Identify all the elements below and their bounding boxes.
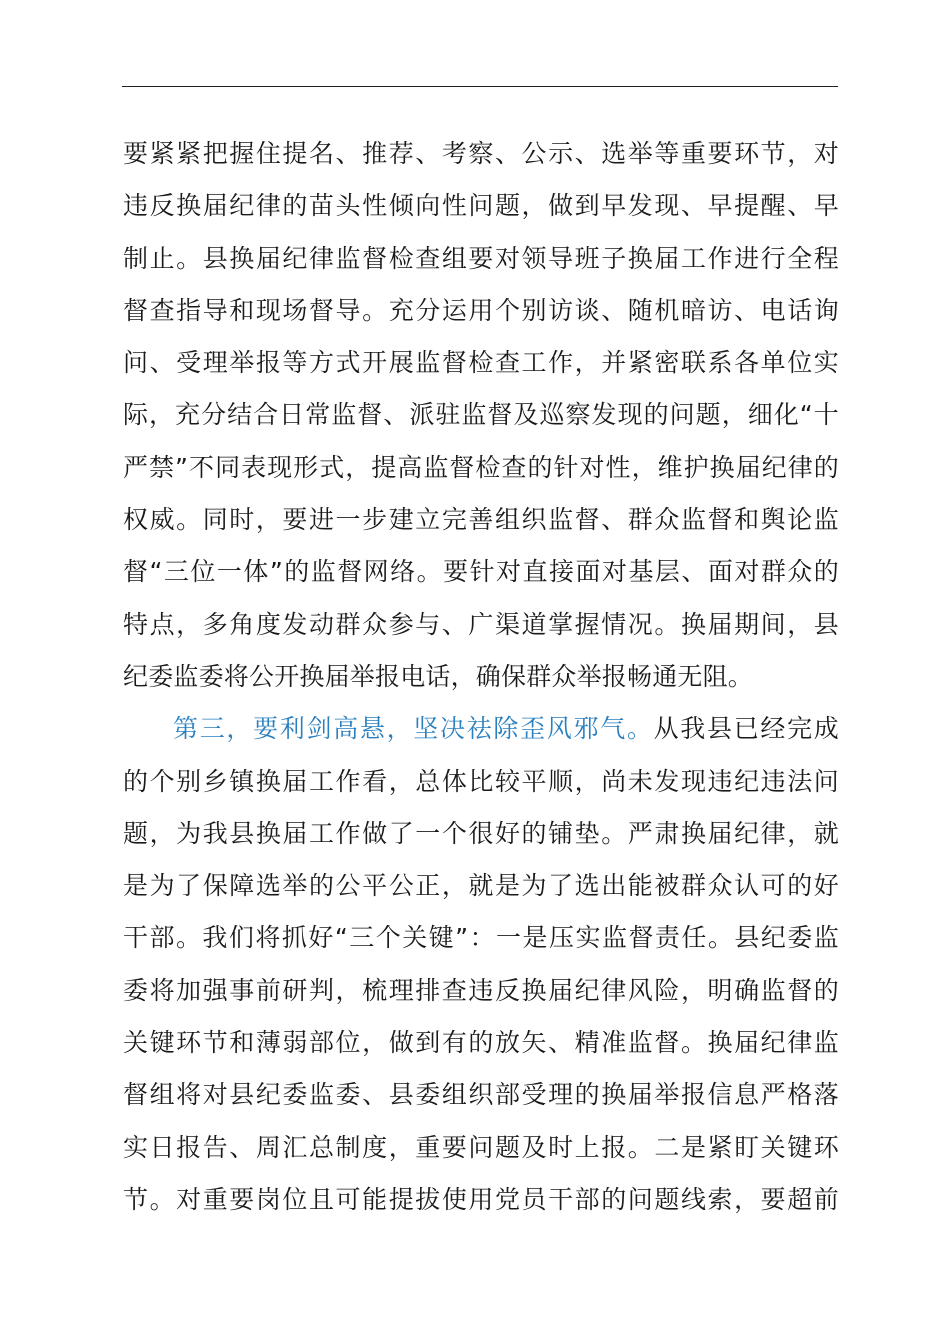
text-line: 实日报告、周汇总制度，重要问题及时上报。二是紧盯关键环 xyxy=(123,1132,839,1162)
section-heading: 第三，要利剑高悬，坚决祛除歪风邪气。 xyxy=(173,714,654,744)
text-line: 委将加强事前研判，梳理排查违反换届纪律风险，明确监督的 xyxy=(123,975,839,1005)
text-line: 际，充分结合日常监督、派驻监督及巡察发现的问题，细化“十 xyxy=(123,400,839,430)
text-line: 督组将对县纪委监委、县委组织部受理的换届举报信息严格落 xyxy=(123,1080,839,1110)
text-line: 是为了保障选举的公平公正，就是为了选出能被群众认可的好 xyxy=(123,871,839,901)
text-line: 干部。我们将抓好“三个关键”：一是压实监督责任。县纪委监 xyxy=(123,923,839,953)
text-line: 关键环节和薄弱部位，做到有的放矢、精准监督。换届纪律监 xyxy=(123,1028,839,1058)
text-line: 问、受理举报等方式开展监督检查工作，并紧密联系各单位实 xyxy=(123,348,839,378)
header-rule xyxy=(122,86,838,87)
section-heading-line xyxy=(123,703,839,755)
text-line: 的个别乡镇换届工作看，总体比较平顺，尚未发现违纪违法问 xyxy=(123,766,839,796)
body-text xyxy=(123,128,839,1226)
text-line: 督查指导和现场督导。充分运用个别访谈、随机暗访、电话询 xyxy=(123,295,839,325)
text-line: 特点，多角度发动群众参与、广渠道掌握情况。换届期间，县 xyxy=(123,609,839,639)
text-line: 节。对重要岗位且可能提拔使用党员干部的问题线索，要超前 xyxy=(123,1184,839,1214)
text-line: 严禁”不同表现形式，提高监督检查的针对性，维护换届纪律的 xyxy=(123,452,839,482)
text-line: 纪委监委将公开换届举报电话，确保群众举报畅通无阻。 xyxy=(123,661,754,691)
text-line: 督“三位一体”的监督网络。要针对直接面对基层、面对群众的 xyxy=(123,557,839,587)
text-line: 违反换届纪律的苗头性倾向性问题，做到早发现、早提醒、早 xyxy=(123,191,839,221)
text-line: 权威。同时，要进一步建立完善组织监督、群众监督和舆论监 xyxy=(123,505,839,535)
text-line: 题，为我县换届工作做了一个很好的铺垫。严肃换届纪律，就 xyxy=(123,818,839,848)
text-line: 制止。县换届纪律监督检查组要对领导班子换届工作进行全程 xyxy=(123,243,839,273)
text-line: 要紧紧把握住提名、推荐、考察、公示、选举等重要环节，对 xyxy=(123,139,839,168)
section-heading-tail: 从我县已经完成 xyxy=(653,714,839,744)
